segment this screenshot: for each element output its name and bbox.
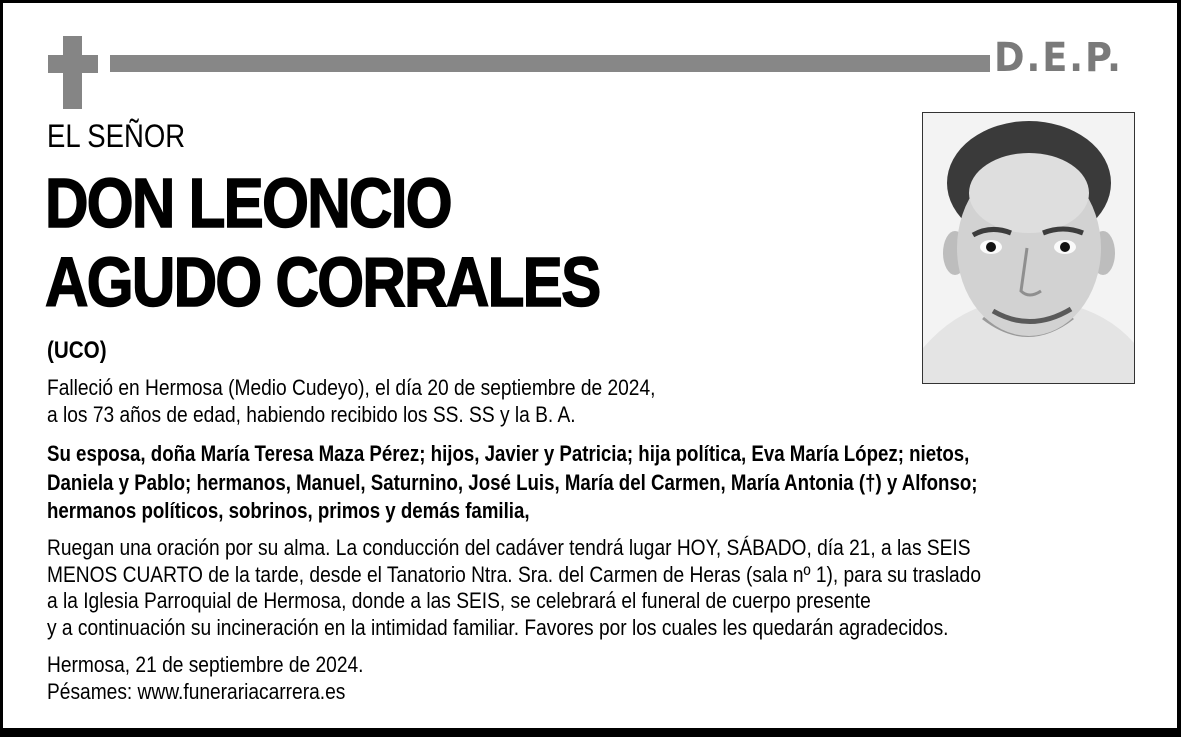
deceased-name-line-1: DON LEONCIO xyxy=(45,164,451,242)
cross-icon-arm xyxy=(48,55,98,73)
funeral-line: MENOS CUARTO de la tarde, desde el Tanatorio Ntra. Sra. del Carmen de Heras (sala nº 1), para su traslado xyxy=(47,561,981,587)
portrait-image xyxy=(923,113,1134,383)
death-notice-line: a los 73 años de edad, habiendo recibido los SS. SS y la B. A. xyxy=(47,401,576,427)
header-rule xyxy=(110,55,990,72)
honorific: EL SEÑOR xyxy=(47,118,186,154)
place-date: Hermosa, 21 de septiembre de 2024. xyxy=(47,652,364,677)
family-line: Daniela y Pablo; hermanos, Manuel, Saturnino, José Luis, María del Carmen, María Antonia (†) y Alfonso; xyxy=(47,469,978,495)
footer xyxy=(47,652,364,705)
portrait-photo xyxy=(922,112,1135,384)
condolences-link[interactable]: Pésames: www.funerariacarrera.es xyxy=(47,678,346,704)
dep-label: D.E.P. xyxy=(994,35,1123,81)
deceased-name-line-2: AGUDO CORRALES xyxy=(45,243,600,321)
funeral-line: y a continuación su incineración en la intimidad familiar. Favores por los cuales les quedarán agradecidos. xyxy=(47,614,949,640)
funeral-details xyxy=(47,535,981,641)
death-notice-line: Falleció en Hermosa (Medio Cudeyo), el día 20 de septiembre de 2024, xyxy=(47,375,656,400)
funeral-line: a la Iglesia Parroquial de Hermosa, donde a las SEIS, se celebrará el funeral de cuerpo presente xyxy=(47,588,871,613)
nickname: (UCO) xyxy=(47,337,107,364)
death-notice xyxy=(47,375,655,428)
family-list xyxy=(47,440,977,526)
family-line: hermanos políticos, sobrinos, primos y demás familia, xyxy=(47,498,530,523)
funeral-line: Ruegan una oración por su alma. La conducción del cadáver tendrá lugar HOY, SÁBADO, día 21, a las SEIS xyxy=(47,535,971,560)
family-line: Su esposa, doña María Teresa Maza Pérez; hijos, Javier y Patricia; hija política, Eva María López; nietos, xyxy=(47,441,970,466)
